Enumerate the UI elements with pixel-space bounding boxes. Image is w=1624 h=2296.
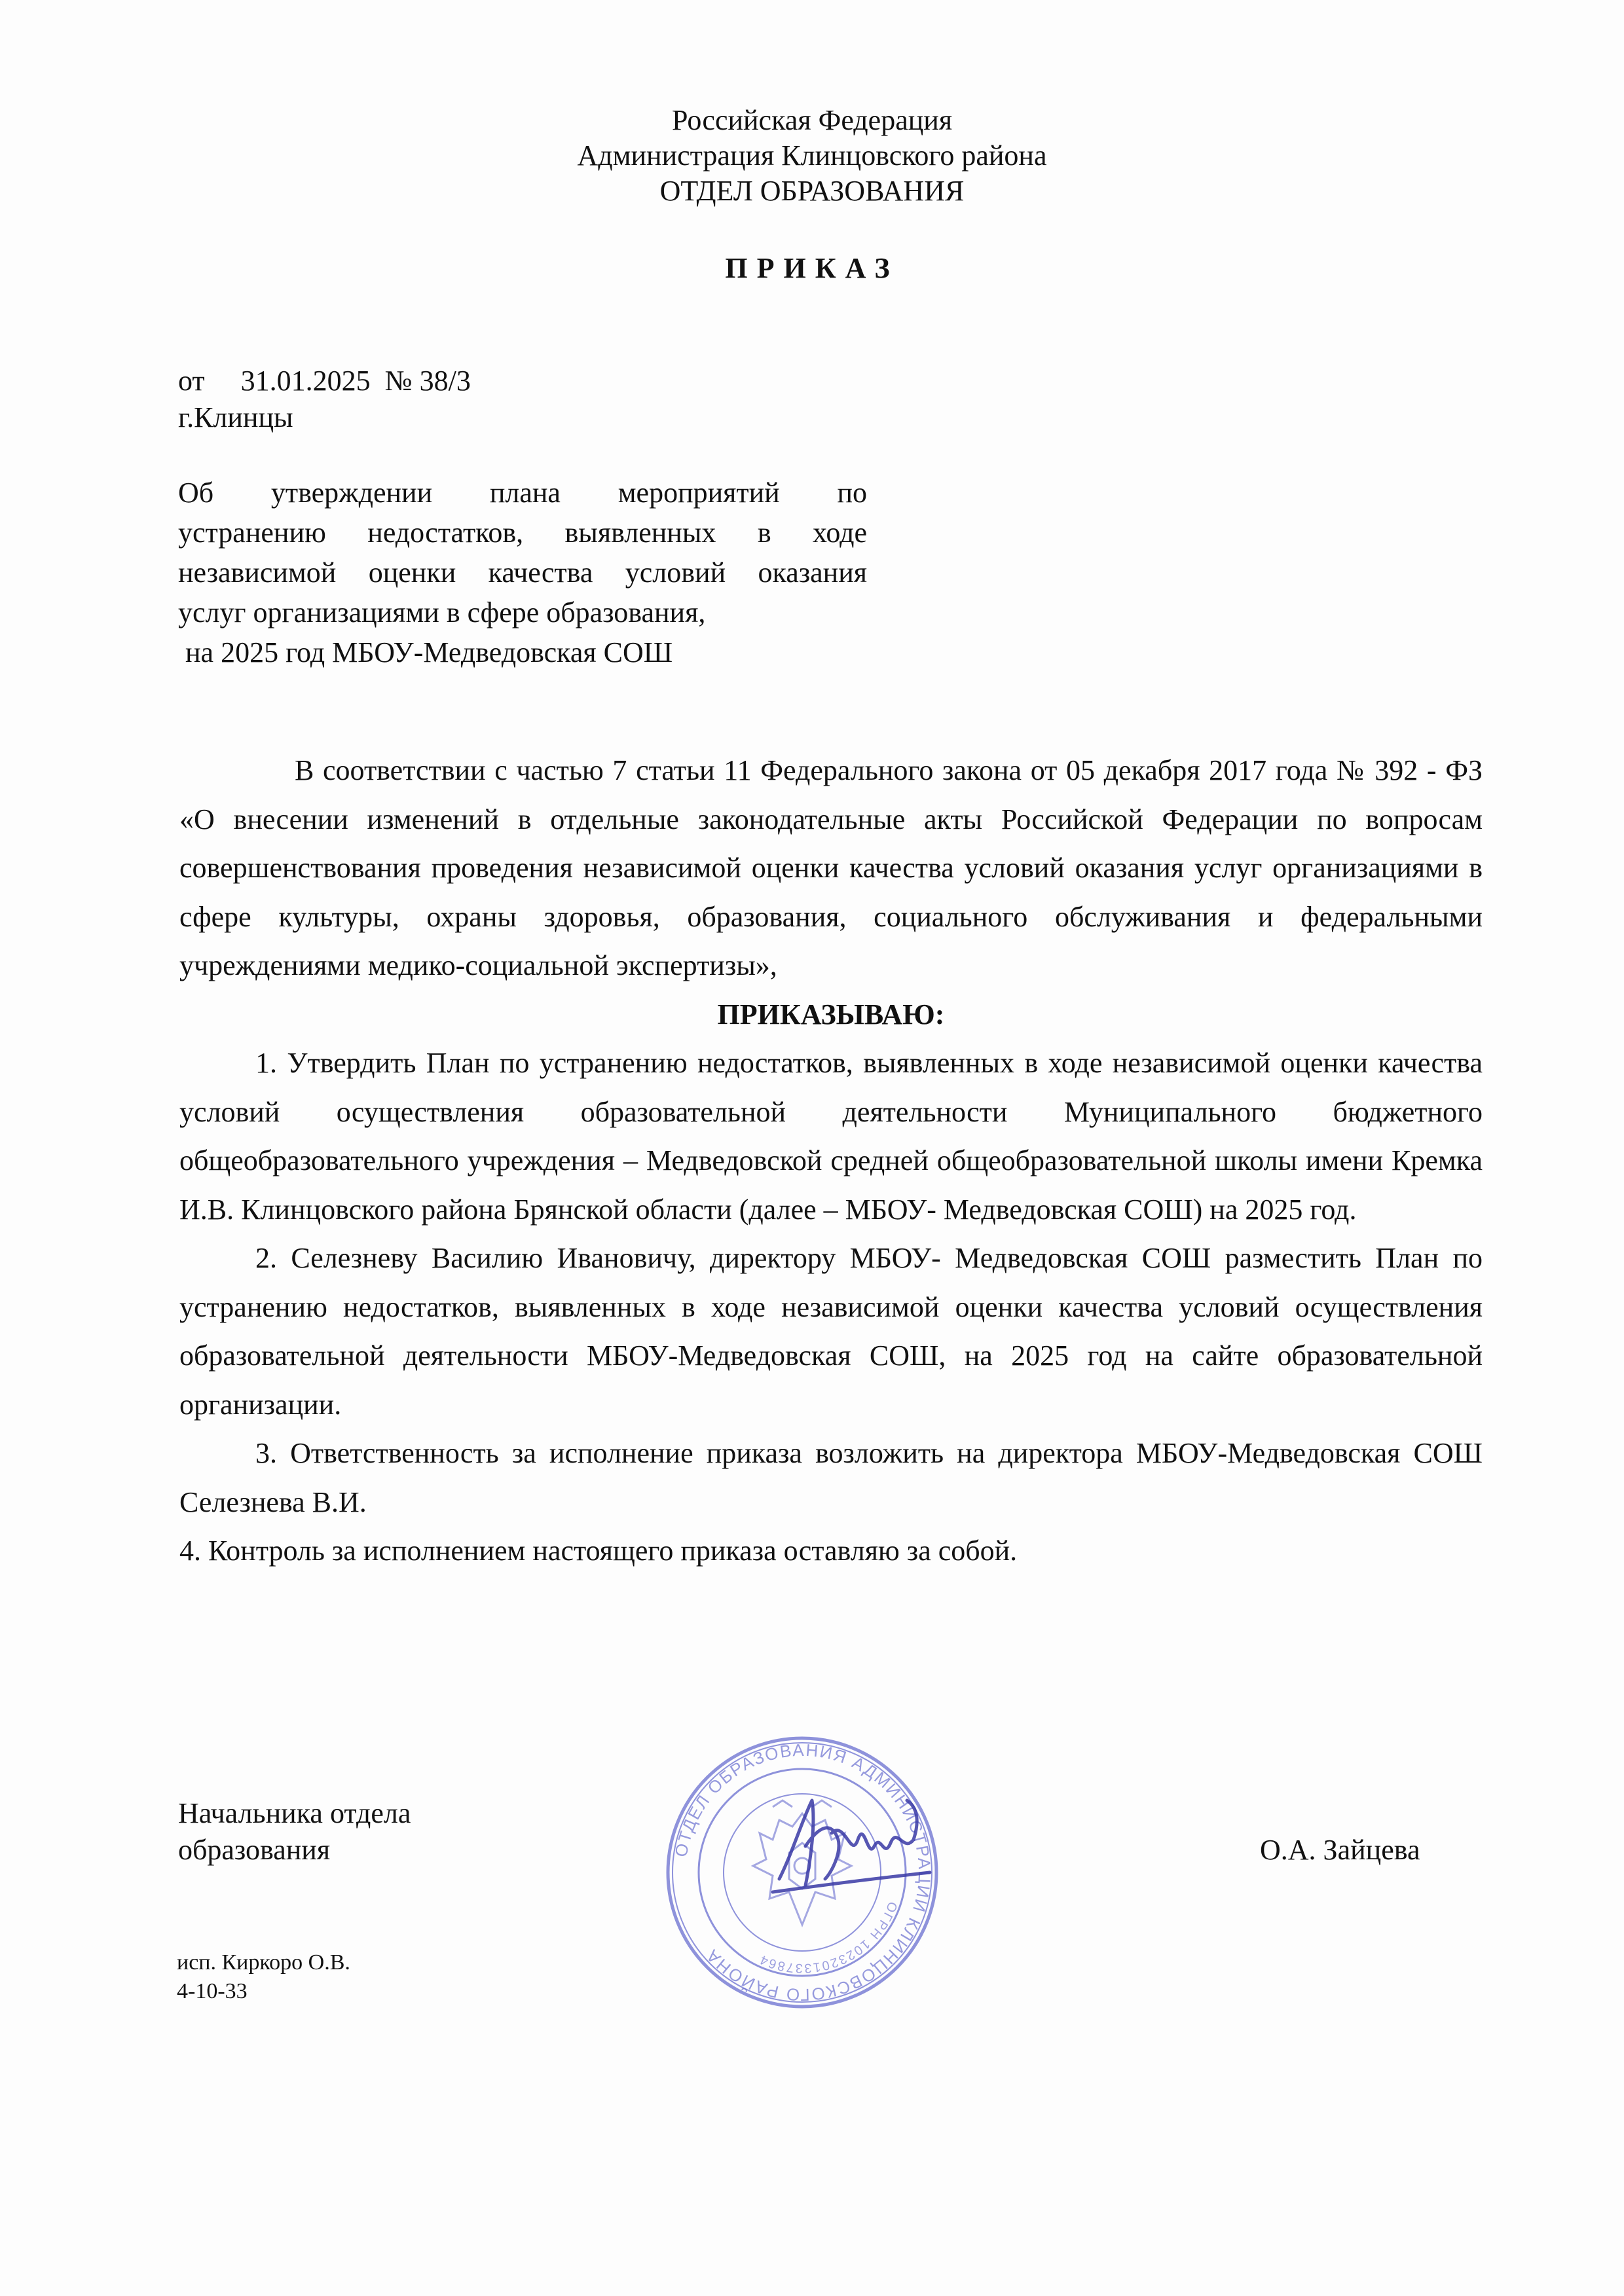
executor-name: исп. Киркоро О.В. <box>177 1950 350 1975</box>
signatory-name: О.А. Зайцева <box>1260 1834 1420 1866</box>
subject-line: Об утверждении плана мероприятий по <box>178 477 867 509</box>
stamp-outer-text: ОТДЕЛ ОБРАЗОВАНИЯ АДМИНИСТРАЦИИ КЛИНЦОВСКОГО РАЙОНА <box>671 1740 935 2005</box>
order-body <box>179 746 1483 1576</box>
subject-line: услуг организациями в сфере образования, <box>178 596 706 629</box>
order-city: г.Клинцы <box>178 401 293 433</box>
order-item-4: 4. Контроль за исполнением настоящего приказа оставляю за собой. <box>179 1535 1018 1567</box>
handwritten-signature <box>766 1781 936 1912</box>
stamp-inner-text: ОГРН 1023201337864 <box>756 1899 900 1976</box>
subject-line: на 2025 год МБОУ-Медведовская СОШ <box>178 636 673 668</box>
order-item-2: 2. Селезневу Василию Ивановичу, директору МБОУ- Медведовская СОШ разместить План по устранению недостатков, выявленных в ходе независимой оценки качества условий осуществления образовательной деятельности МБОУ-Медведовская СОШ, на 2025 год на сайте образовательной организации. <box>179 1242 1483 1421</box>
header-department: ОТДЕЛ ОБРАЗОВАНИЯ <box>659 175 965 207</box>
signatory-position-line-1: Начальника отдела <box>178 1797 411 1829</box>
header-country: Российская Федерация <box>671 104 953 136</box>
subject-line: устранению недостатков, выявленных в ходе <box>178 517 867 549</box>
order-date-number: от 31.01.2025 № 38/3 <box>178 365 471 397</box>
order-item-1: 1. Утвердить План по устранению недостатков, выявленных в ходе независимой оценки качества условий осуществления образовательной деятельности Муниципального бюджетного общеобразовательного учреждения – Медведовской средней общеобразовательной школы имени Кремка И.В. Клинцовского района Брянской области (далее – МБОУ- Медведовская СОШ) на 2025 год. <box>179 1047 1483 1226</box>
executor-phone: 4-10-33 <box>177 1979 248 2003</box>
preamble-paragraph: В соответствии с частью 7 статьи 11 Федерального закона от 05 декабря 2017 года № 392 - ФЗ «О внесении изменений в отдельные законодательные акты Российской Федерации по вопросам совершенствования проведения независимой оценки качества условий оказания услуг организациями в сфере культуры, охраны здоровья, образования, социального обслуживания и федеральными учреждениями медико-социальной экспертизы», <box>179 754 1483 981</box>
header-administration: Администрация Клинцовского района <box>577 139 1047 172</box>
order-subject <box>178 473 867 672</box>
signatory-position-line-2: образования <box>178 1834 331 1866</box>
document-title: ПРИКАЗ <box>725 252 899 284</box>
subject-line: независимой оценки качества условий оказания <box>178 556 867 589</box>
order-item-3: 3. Ответственность за исполнение приказа возложить на директора МБОУ-Медведовская СОШ Селезнева В.И. <box>179 1437 1483 1518</box>
order-word: ПРИКАЗЫВАЮ: <box>717 998 945 1030</box>
